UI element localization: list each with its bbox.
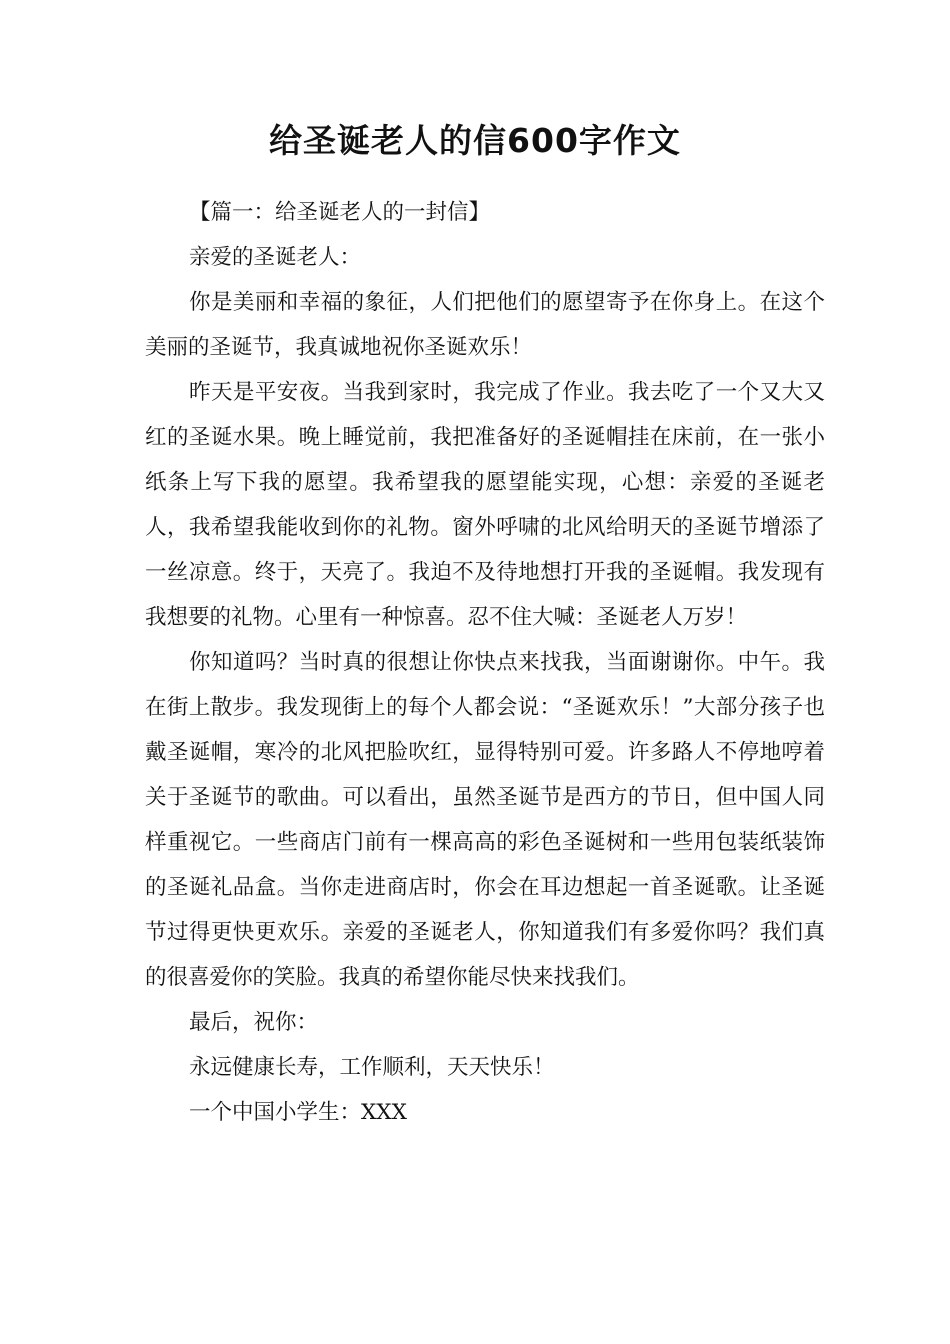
section-heading: 【篇一：给圣诞老人的一封信】 (189, 200, 491, 225)
body-paragraph: 你知道吗？当时真的很想让你快点来找我，当面谢谢你。中午。我在街上散步。我发现街上的每个人都会说：“圣诞欢乐！”大部分孩子也戴圣诞帽，寒冷的北风把脸吹红，显得特别可爱。许多路人不停地哼着关于圣诞节的歌曲。可以看出，虽然圣诞节是西方的节日，但中国人同样重视它。一些商店门前有一棵高高的彩色圣诞树和一些用包装纸装饰的圣诞礼品盒。当你走进商店时，你会在耳边想起一首圣诞歌。让圣诞节过得更快更欢乐。亲爱的圣诞老人，你知道我们有多爱你吗？我们真的很喜爱你的笑脸。我真的希望你能尽快来找我们。 (145, 650, 825, 990)
signature: 一个中国小学生：XXX (189, 1100, 407, 1125)
document-body (145, 190, 825, 1135)
closing-wish: 永远健康长寿，工作顺利，天天快乐！ (189, 1055, 555, 1080)
body-paragraph: 你是美丽和幸福的象征，人们把他们的愿望寄予在你身上。在这个美丽的圣诞节，我真诚地祝你圣诞欢乐！ (145, 290, 825, 360)
body-paragraph: 昨天是平安夜。当我到家时，我完成了作业。我去吃了一个又大又红的圣诞水果。晚上睡觉前，我把准备好的圣诞帽挂在床前，在一张小纸条上写下我的愿望。我希望我的愿望能实现，心想：亲爱的圣诞老人，我希望我能收到你的礼物。窗外呼啸的北风给明天的圣诞节增添了一丝凉意。终于，天亮了。我迫不及待地想打开我的圣诞帽。我发现有我想要的礼物。心里有一种惊喜。忍不住大喊：圣诞老人万岁！ (145, 380, 825, 630)
document-title: 给圣诞老人的信600字作文 (269, 121, 681, 160)
closing-line: 最后，祝你： (189, 1010, 319, 1035)
salutation: 亲爱的圣诞老人： (189, 245, 362, 270)
